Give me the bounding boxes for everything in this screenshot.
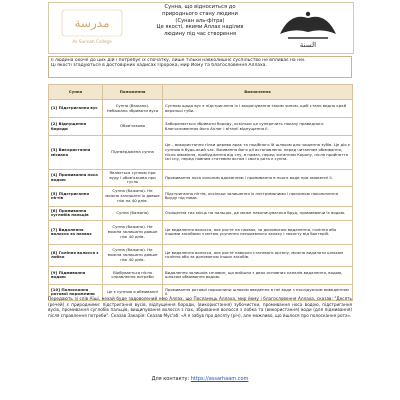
- table-row: [49, 118, 353, 136]
- logo-left-arabic: مدرسة: [74, 16, 110, 30]
- college-logo-left: [56, 6, 128, 48]
- sunnah-ruling: Сунна (бажано): [103, 206, 163, 220]
- sunnah-definition: Підстригання нігтів, оскільки залишення їх нестриманими і причиною накопичення бруду під ними.: [163, 186, 353, 206]
- sunnah-name: [4] Промивання носа водою: [49, 170, 103, 187]
- sunnah-ruling: Відбувається після справлення потреби: [103, 266, 163, 284]
- sunnah-definition: Це – використання гілки дерева арак та подібного їй шляхом для чищення зубів. Це дія є сунною в будь-який час. Вживання його дії встановлено: перед читанням обмивання, після омовіння, пробудження від сну, в намаз, перед читанням Корану, після прийняття їжі сну, перед повним статевим актом і свого рота є сунна.: [163, 136, 353, 170]
- sunnah-name: [1] Підстригання вус: [49, 100, 103, 118]
- table-header-row: [49, 85, 353, 100]
- title-line: природнього стану людини: [162, 10, 238, 17]
- title-line: Це якості, якими Аллах наділив: [156, 24, 244, 31]
- contact-line: [48, 376, 352, 382]
- sunnah-ruling: Це є сунною в обмиванні: [103, 284, 163, 300]
- table-row: [49, 100, 353, 118]
- sunnah-name: [2] Відпущення бороди: [49, 118, 103, 136]
- sunnah-definition: Це видалення волосся, яке росте навколо статевого органу, можна видаляти шляхом гоління або за допомогою інших засобів.: [163, 244, 353, 266]
- title-line: Сунна, що відноситься до: [164, 4, 236, 10]
- sunnah-ruling: Являється сунною при вуду і обов'язкова при гусль: [103, 170, 163, 187]
- sunnah-name: [3] Використання місвака: [49, 136, 103, 170]
- contact-link[interactable]: https://assarhaam.com: [190, 376, 249, 382]
- sunnah-ruling: Підтверджена сунна: [103, 136, 163, 170]
- title-line: людину під час створення: [163, 31, 237, 38]
- table-row: [49, 266, 353, 284]
- sunnah-definition: Забороняється збривати бороду, оскільки це суперечить наказу праведного благословенних його Аллаг і віталії відпущення її.: [163, 118, 353, 136]
- table-row: [49, 136, 353, 170]
- sunnah-ruling: Сунна (бажано). Не можна залишати довше ніж 40 днів.: [103, 244, 163, 266]
- sunnah-definition: Видалення залишків сечовин, що вийшли з двох основних каналів видалення, водою, шляхом обмивання водою.: [163, 266, 353, 284]
- title-line: (Сунан аль-фітра): [175, 17, 225, 24]
- table-row: [49, 206, 353, 220]
- table-row: [49, 186, 353, 206]
- sunnah-ruling: Обов'язково: [103, 118, 163, 136]
- table-row: [49, 220, 353, 244]
- table-row: [49, 170, 353, 187]
- contact-label: Для контакту:: [151, 376, 190, 382]
- sunnah-name: [10] Полоскання ротової порожнини: [49, 284, 103, 300]
- sunnah-ruling: Сунна (бажано). Не можна залишати їх довше ніж на 40 днів.: [103, 186, 163, 206]
- sunnah-definition: Сунною щодо вус є підстригання їх і вкорочування таким чином, щоб стало видно край верхньої губи.: [163, 100, 353, 118]
- logo-left-caption: As-Sunnah College: [72, 39, 112, 44]
- sunnah-ruling: Сунна (бажано). Не можна залишати довше ніж 40 днів.: [103, 220, 163, 244]
- intro-note-line: Її людина охоче до цих дій і потребує їх спочатку, лише тільки навколишнє суспільство не впливає на неї.: [51, 58, 306, 63]
- calligraphy-logo-right: [270, 4, 346, 50]
- sunnah-table: [48, 84, 353, 301]
- sunnah-name: [8] Гоління волосся з лобка: [49, 244, 103, 266]
- sunnah-definition: Це видалення волосся, яке росте на пахвах, за допомогою видалення, гоління або іншими засобами з метою усунення неприємного запаху і захисту від бактерій.: [163, 220, 353, 244]
- sunnah-name: [9] Підмивання водою: [49, 266, 103, 284]
- logo-right-arabic: السنة: [299, 41, 317, 49]
- column-header-ruling: Положення: [103, 85, 163, 100]
- sunnah-name: [5] Підстригання нігтів: [49, 186, 103, 206]
- column-header-definition: Визначення: [163, 85, 353, 100]
- sunnah-definition: Очищення тих місць на пальцях, де може накопичуватися бруд, промиваючи їх водою.: [163, 206, 353, 220]
- sunnah-definition: Промивання ротової порожнини шляхом введення в неї води з послідуючим виведенням її.: [163, 284, 353, 300]
- sunnah-name: [7] Видалення волосся за пахвах: [49, 220, 103, 244]
- table-row: [49, 244, 353, 266]
- page-title: [132, 4, 268, 38]
- intro-note: [48, 56, 352, 78]
- sunnah-ruling: Сунна (бажано). Небажано збривати вуса: [103, 100, 163, 118]
- sunnah-name: [6] Промивання суглобів пальців: [49, 206, 103, 220]
- sunnah-definition: Промивання носа сильним вдиханням і промивання в нього води при омовенні її.: [163, 170, 353, 187]
- intro-note-line: Ці якості згадуються в достовірних хадисах Пророка, мир Йому та благословення Аллаха.: [51, 63, 267, 69]
- hadith-paragraph: Передають зі слів Аїші, нехай буде задоволений нею Аллах, що Посланець Аллаха, мир йому і благословення Аллаха, сказав: "Десять (речей) є природними: підстригання вусів, відпущення бороди, (використання) зубочистки, промивання носа водою, підстригання вусів, промивання суглобів пальців, вищипування волосся з пах, збривання волосся з лобка та (використання) води (для підмивання) після справлення потреби". Сказав Закарія: Сказав Мус'аб: «А я забув про десяту (річ), але можливо, що йшлося про полоскання рота».: [48, 296, 352, 318]
- column-header-sunnah: Сунна: [49, 85, 103, 100]
